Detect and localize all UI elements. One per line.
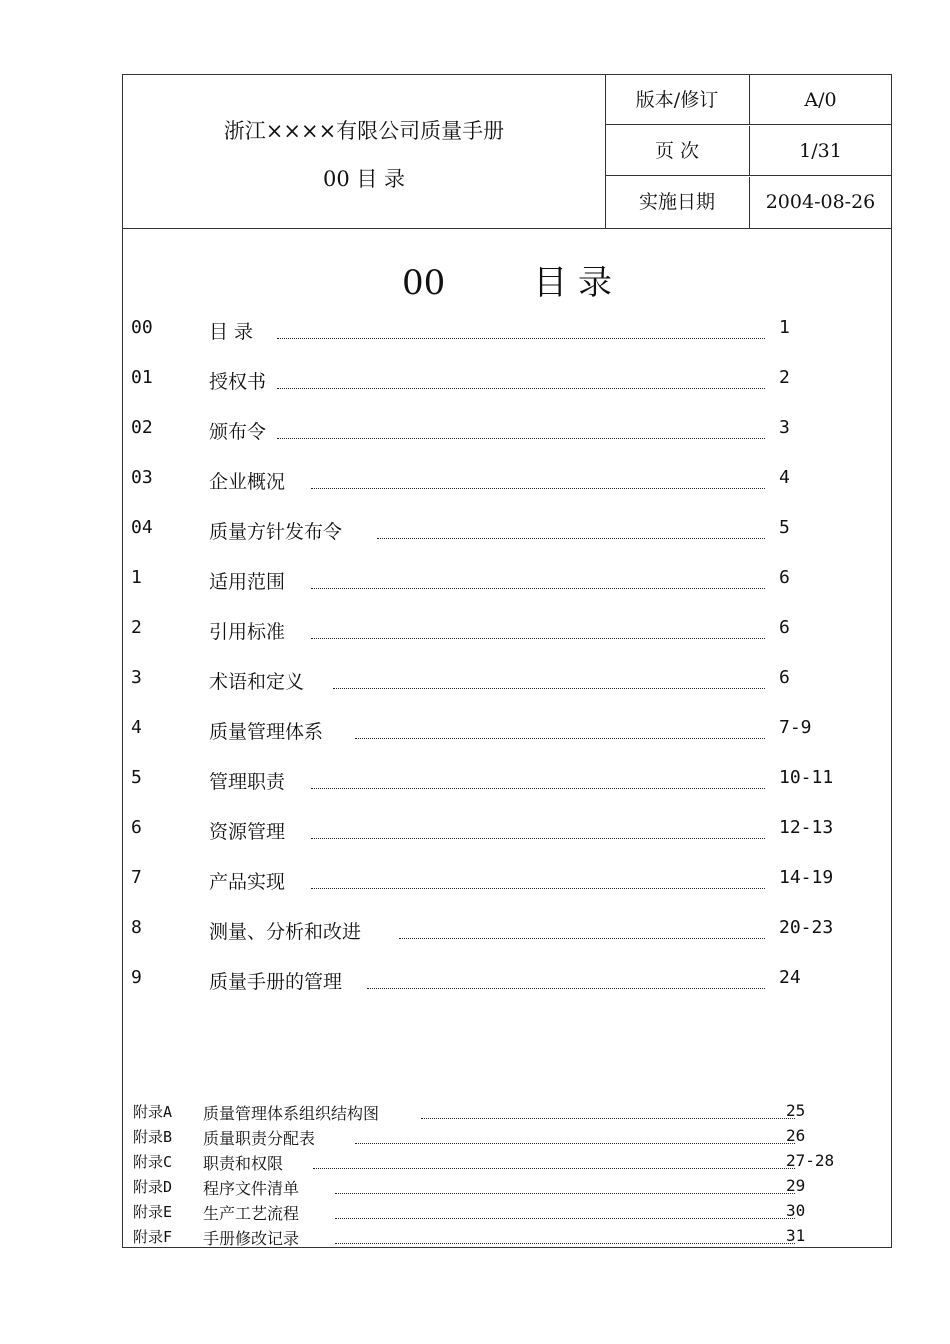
toc-title: 质量手册的管理: [209, 971, 343, 993]
toc-title: 授权书: [209, 371, 267, 393]
appendix-title: 质量职责分配表: [203, 1129, 316, 1148]
appendix-number: 附录A: [133, 1103, 173, 1121]
toc-entry[interactable]: [131, 367, 871, 397]
toc-number: 8: [131, 917, 142, 938]
toc-number: 02: [131, 417, 153, 438]
appendix-number: 附录B: [133, 1128, 173, 1146]
appendix-entry[interactable]: [133, 1101, 873, 1125]
appendix-page: 31: [786, 1226, 806, 1245]
toc-page: 2: [779, 367, 790, 388]
toc-number: 7: [131, 867, 142, 888]
appendix-leader: [335, 1193, 795, 1194]
toc-page: 1: [779, 317, 790, 338]
toc-leader: [311, 638, 765, 639]
toc-entry[interactable]: [131, 967, 871, 997]
toc-leader: [377, 538, 765, 539]
toc-leader: [311, 788, 765, 789]
toc-entry[interactable]: [131, 317, 871, 347]
header-title-cell: [123, 75, 606, 228]
toc-number: 9: [131, 967, 142, 988]
toc-title: 引用标准: [209, 621, 286, 643]
toc-leader: [333, 688, 765, 689]
toc-page: 6: [779, 667, 790, 688]
toc-page: 20-23: [779, 917, 834, 938]
appendix-number: 附录F: [133, 1228, 173, 1246]
toc-number: 01: [131, 367, 153, 388]
toc-leader: [311, 838, 765, 839]
toc-number: 2: [131, 617, 142, 638]
appendix-page: 30: [786, 1201, 806, 1220]
toc-title: 测量、分析和改进: [209, 921, 362, 943]
toc-number: 6: [131, 817, 142, 838]
toc-leader: [399, 938, 765, 939]
version-value: A/0: [750, 75, 891, 125]
toc-page: 3: [779, 417, 790, 438]
toc-leader: [277, 438, 765, 439]
doc-code: 00 目 录: [322, 167, 406, 191]
toc-number: 04: [131, 517, 153, 538]
toc-entry[interactable]: [131, 867, 871, 897]
toc-entry[interactable]: [131, 517, 871, 547]
appendix-title: 程序文件清单: [203, 1179, 300, 1198]
toc-title: 资源管理: [209, 821, 286, 843]
toc-leader: [277, 388, 765, 389]
toc-number: 5: [131, 767, 142, 788]
toc-title: 企业概况: [209, 471, 286, 493]
toc-entry[interactable]: [131, 617, 871, 647]
toc-number: 00: [131, 317, 153, 338]
appendix-title: 质量管理体系组织结构图: [203, 1104, 380, 1123]
appendix-title: 生产工艺流程: [203, 1204, 300, 1223]
document-frame: [122, 74, 892, 1248]
toc-number: 03: [131, 467, 153, 488]
toc-entry[interactable]: [131, 667, 871, 697]
page-title-number: 00: [401, 263, 446, 303]
appendix-page: 27-28: [786, 1151, 835, 1170]
page-title: [123, 255, 891, 304]
date-label: 实施日期: [605, 177, 750, 228]
appendix-title: 手册修改记录: [203, 1229, 300, 1248]
appendix-number: 附录E: [133, 1203, 173, 1221]
date-value: 2004-08-26: [765, 191, 876, 213]
toc-leader: [311, 488, 765, 489]
appendix-entry[interactable]: [133, 1151, 873, 1175]
page-title-text: 目 录: [533, 263, 613, 303]
appendix-entry[interactable]: [133, 1176, 873, 1200]
toc-leader: [367, 988, 765, 989]
appendix-number: 附录D: [133, 1178, 173, 1196]
toc-number: 4: [131, 717, 142, 738]
appendix-leader: [335, 1243, 795, 1244]
toc-title: 目 录: [209, 321, 254, 343]
toc-leader: [311, 888, 765, 889]
toc-page: 7-9: [779, 717, 812, 738]
toc-entry[interactable]: [131, 567, 871, 597]
page-label: 页 次: [605, 126, 750, 176]
toc-title: 管理职责: [209, 771, 286, 793]
appendix-entry[interactable]: [133, 1201, 873, 1225]
toc-page: 6: [779, 567, 790, 588]
toc-entry[interactable]: [131, 917, 871, 947]
toc-number: 1: [131, 567, 142, 588]
toc-title: 术语和定义: [209, 671, 305, 693]
toc-page: 10-11: [779, 767, 834, 788]
toc-number: 3: [131, 667, 142, 688]
toc-entry[interactable]: [131, 767, 871, 797]
toc-entry[interactable]: [131, 717, 871, 747]
toc-title: 适用范围: [209, 571, 286, 593]
toc-leader: [355, 738, 765, 739]
toc-page: 24: [779, 967, 801, 988]
toc-leader: [311, 588, 765, 589]
toc-page: 12-13: [779, 817, 834, 838]
appendix-leader: [355, 1143, 795, 1144]
toc-page: 5: [779, 517, 790, 538]
version-label: 版本/修订: [605, 75, 750, 125]
toc-title: 颁布令: [209, 421, 267, 443]
appendix-title: 职责和权限: [203, 1154, 284, 1173]
appendix-leader: [313, 1168, 795, 1169]
toc-title: 产品实现: [209, 871, 286, 893]
appendix-entry[interactable]: [133, 1226, 873, 1250]
toc-page: 14-19: [779, 867, 834, 888]
appendix-number: 附录C: [133, 1153, 173, 1171]
appendix-page: 26: [786, 1126, 806, 1145]
toc-entry[interactable]: [131, 417, 871, 447]
toc-page: 6: [779, 617, 790, 638]
appendix-page: 25: [786, 1101, 806, 1120]
toc-entry[interactable]: [131, 817, 871, 847]
toc-page: 4: [779, 467, 790, 488]
appendix-entry[interactable]: [133, 1126, 873, 1150]
appendix-page: 29: [786, 1176, 806, 1195]
toc-entry[interactable]: [131, 467, 871, 497]
page-value: 1/31: [750, 126, 891, 176]
header-table: [123, 75, 891, 229]
toc-title: 质量方针发布令: [209, 521, 343, 543]
toc-title: 质量管理体系: [209, 721, 324, 743]
appendix-leader: [421, 1118, 795, 1119]
toc-leader: [277, 338, 765, 339]
company-title: 浙江××××有限公司质量手册: [223, 119, 505, 143]
appendix-leader: [335, 1218, 795, 1219]
